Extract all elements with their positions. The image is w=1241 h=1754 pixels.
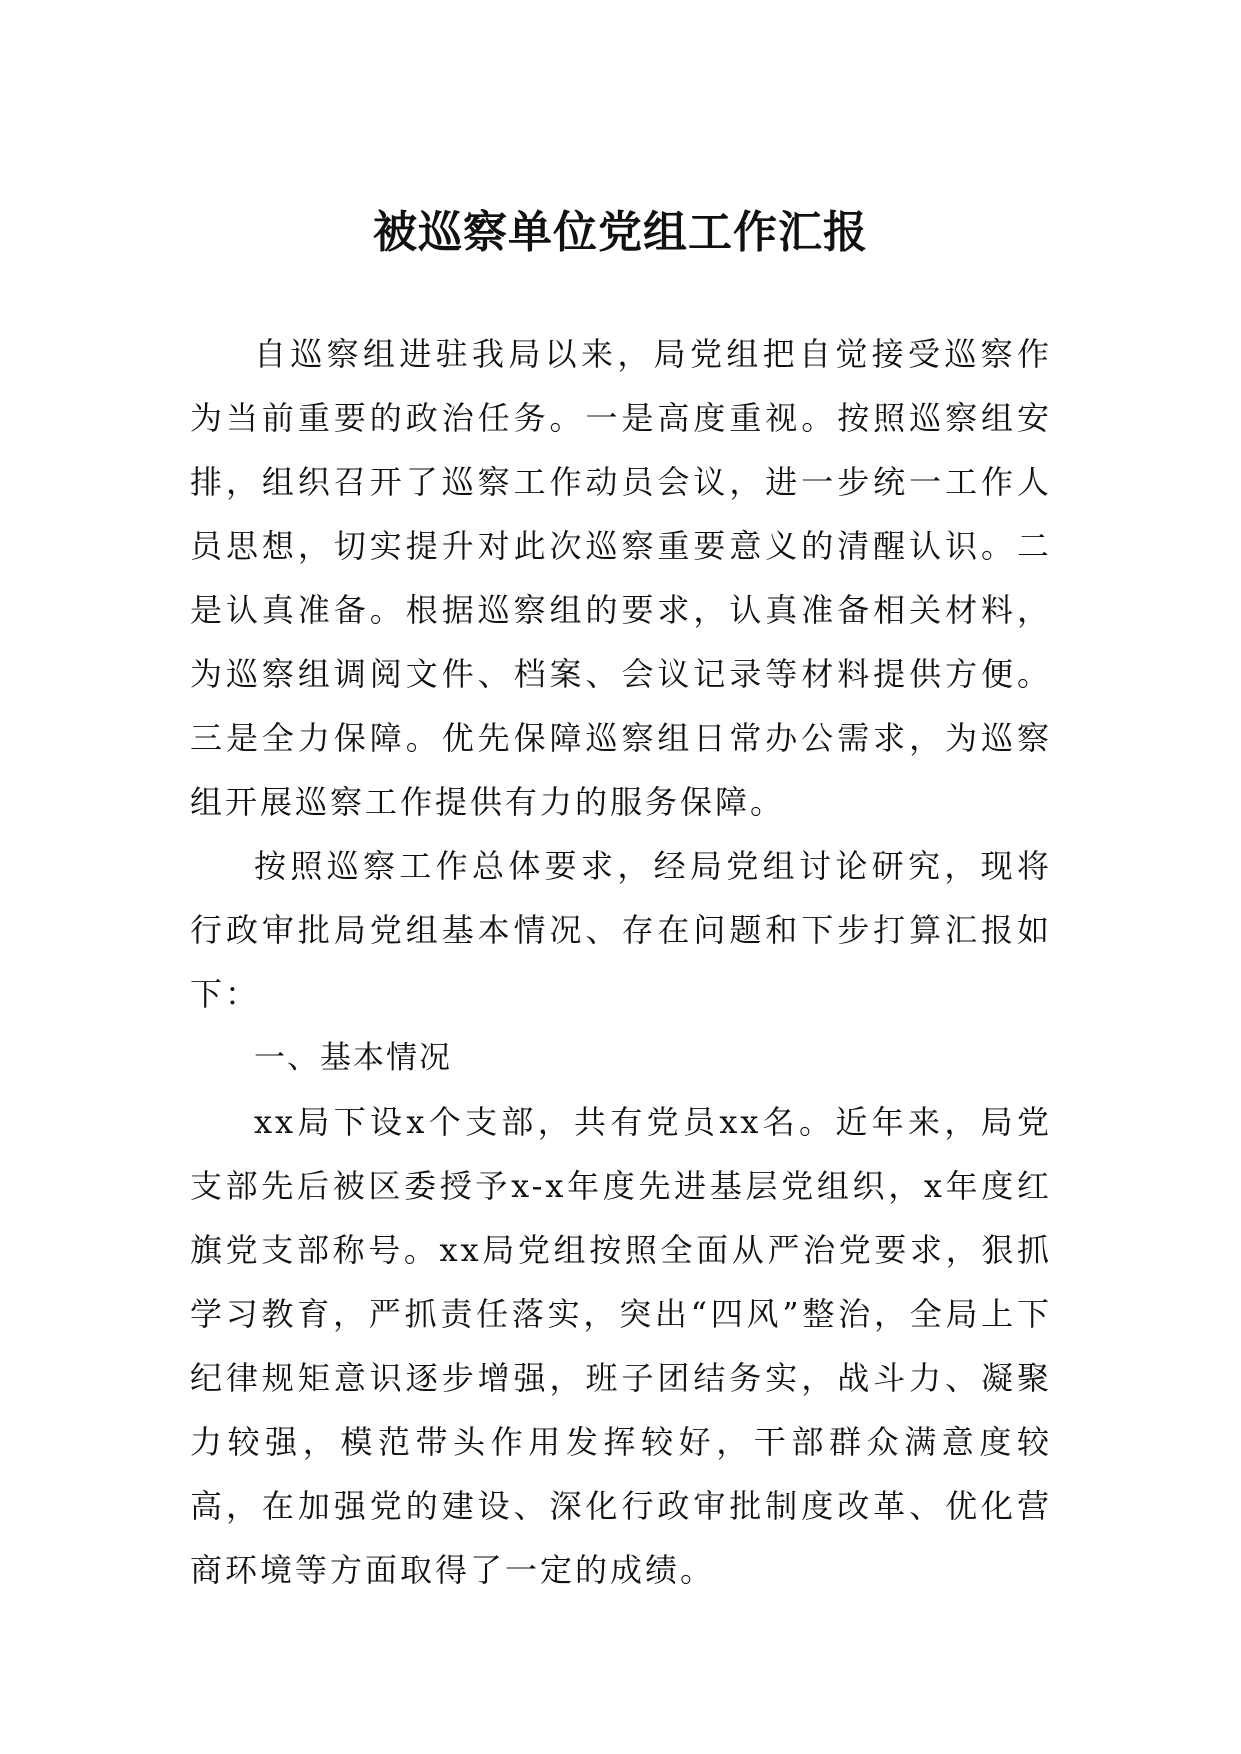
section-heading: 一、基本情况 — [254, 1040, 452, 1076]
document-title: 被巡察单位党组工作汇报 — [373, 207, 868, 258]
paragraph-summary: 按照巡察工作总体要求，经局党组讨论研究，现将行政审批局党组基本情况、存在问题和下步打算汇报如下： — [190, 847, 1052, 1013]
document-body — [190, 322, 1052, 1602]
paragraph-basic-situation: xx局下设x个支部，共有党员xx名。近年来，局党支部先后被区委授予x-x年度先进基层党组织，x年度红旗党支部称号。xx局党组按照全面从严治党要求，狠抓学习教育，严抓责任落实，突出“四风”整治，全局上下纪律规矩意识逐步增强，班子团结务实，战斗力、凝聚力较强，模范带头作用发挥较好，干部群众满意度较高，在加强党的建设、深化行政审批制度改革、优化营商环境等方面取得了一定的成绩。 — [190, 1103, 1052, 1589]
paragraph-intro: 自巡察组进驻我局以来，局党组把自觉接受巡察作为当前重要的政治任务。一是高度重视。按照巡察组安排，组织召开了巡察工作动员会议，进一步统一工作人员思想，切实提升对此次巡察重要意义的清醒认识。二是认真准备。根据巡察组的要求，认真准备相关材料，为巡察组调阅文件、档案、会议记录等材料提供方便。三是全力保障。优先保障巡察组日常办公需求，为巡察组开展巡察工作提供有力的服务保障。 — [190, 335, 1052, 821]
